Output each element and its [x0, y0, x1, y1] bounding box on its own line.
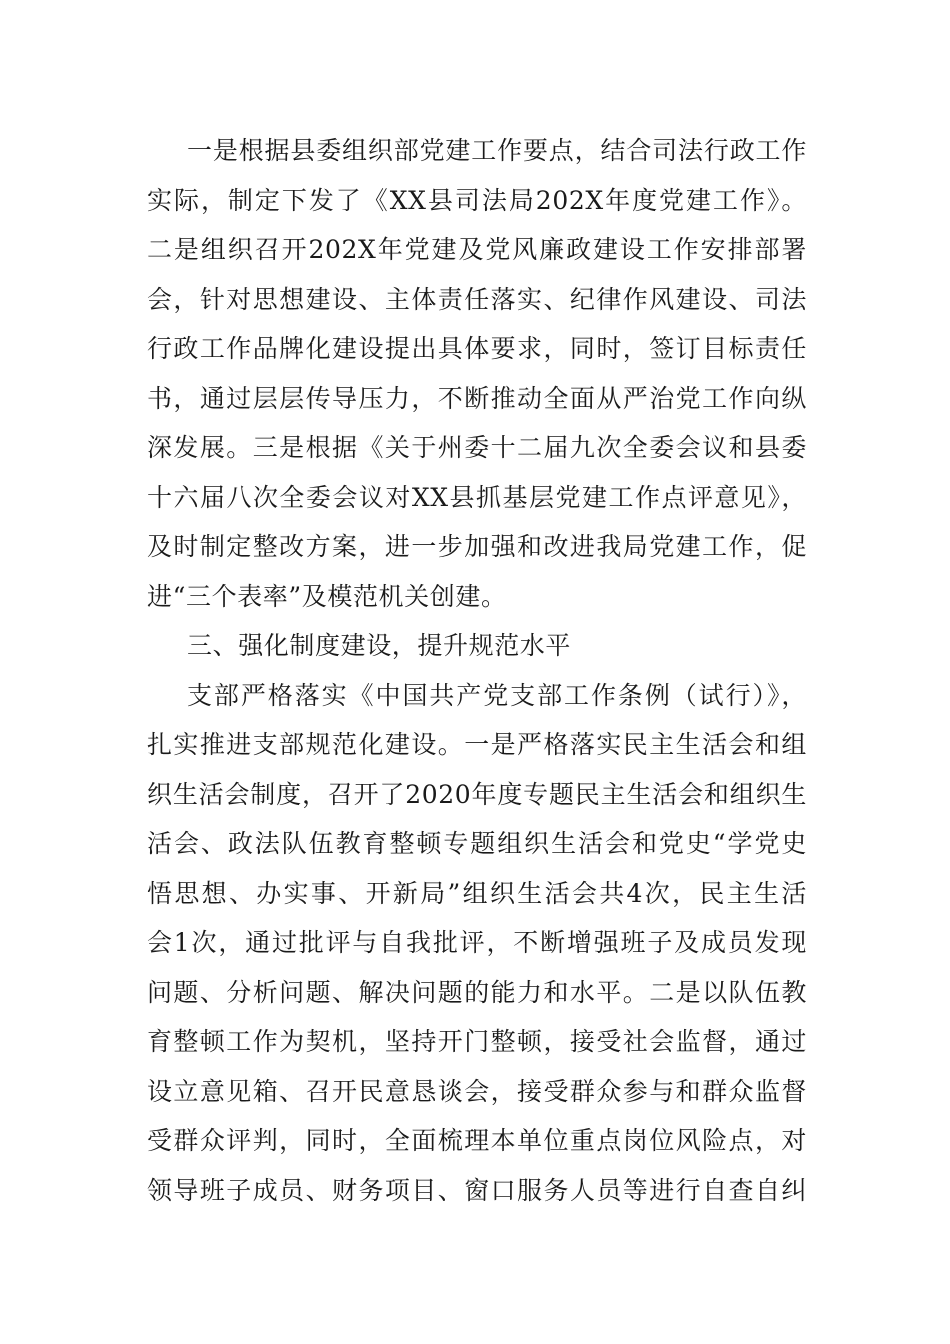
text-line: 二是组织召开202X年党建及党风廉政建设工作安排部署: [147, 235, 807, 264]
text-line: 活会、政法队伍教育整顿专题组织生活会和党史“学党史: [147, 829, 807, 858]
text-line: 领导班子成员、财务项目、窗口服务人员等进行自查自纠: [147, 1175, 807, 1205]
text-line: 一是根据县委组织部党建工作要点，结合司法行政工作: [187, 136, 807, 165]
text-line: 及时制定整改方案，进一步加强和改进我局党建工作，促: [147, 532, 807, 561]
text-line: 实际，制定下发了《XX县司法局202X年度党建工作》。: [147, 185, 807, 215]
document-body: [147, 126, 807, 1215]
paragraph: [147, 621, 807, 671]
text-line: 受群众评判，同时，全面梳理本单位重点岗位风险点，对: [147, 1126, 807, 1155]
text-line: 会，针对思想建设、主体责任落实、纪律作风建设、司法: [147, 284, 807, 314]
text-line: 书，通过层层传导压力，不断推动全面从严治党工作向纵: [147, 383, 807, 413]
paragraph: [147, 126, 807, 621]
text-line: 设立意见箱、召开民意恳谈会，接受群众参与和群众监督: [147, 1076, 807, 1106]
text-line: 织生活会制度，召开了2020年度专题民主生活会和组织生: [147, 779, 807, 809]
text-line: 深发展。三是根据《关于州委十二届九次全委会议和县委: [147, 433, 807, 462]
text-line: 悟思想、办实事、开新局”组织生活会共4次，民主生活: [147, 878, 807, 908]
text-line: 行政工作品牌化建设提出具体要求，同时，签订目标责任: [147, 334, 807, 363]
paragraph: [147, 671, 807, 1216]
text-line: 支部严格落实《中国共产党支部工作条例（试行）》，: [187, 680, 807, 710]
text-line: 问题、分析问题、解决问题的能力和水平。二是以队伍教: [147, 977, 807, 1007]
text-line: 三、强化制度建设，提升规范水平: [187, 631, 572, 660]
text-line: 扎实推进支部规范化建设。一是严格落实民主生活会和组: [147, 730, 807, 759]
text-line: 十六届八次全委会议对XX县抓基层党建工作点评意见》，: [147, 482, 807, 512]
text-line: 会1次，通过批评与自我批评，不断增强班子及成员发现: [147, 928, 807, 957]
text-line: 进“三个表率”及模范机关创建。: [147, 581, 507, 611]
text-line: 育整顿工作为契机，坚持开门整顿，接受社会监督，通过: [147, 1027, 807, 1056]
